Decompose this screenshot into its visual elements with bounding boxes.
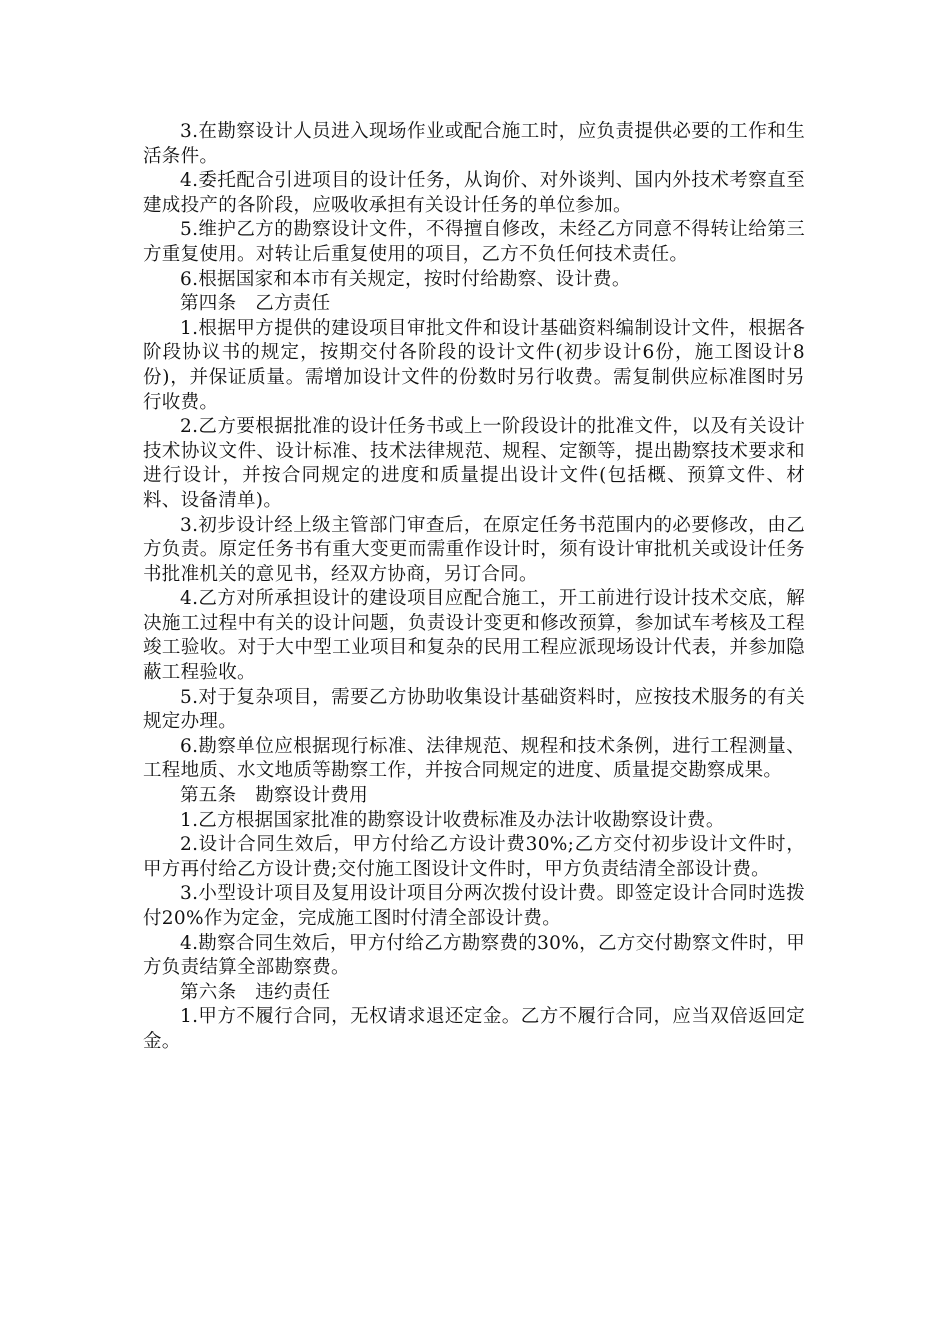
section-heading: 第五条 勘察设计费用 bbox=[180, 785, 369, 807]
paragraph: 2.乙方要根据批准的设计任务书或上一阶段设计的批准文件，以及有关设计技术协议文件、设计标准、技术法律规范、规程、定额等，提出勘察技术要求和进行设计，并按合同规定的进度和质量提出设计文件(包括概、预算文件、材料、设备清单)。 bbox=[143, 416, 805, 511]
paragraph: 1.根据甲方提供的建设项目审批文件和设计基础资料编制设计文件，根据各阶段协议书的规定，按期交付各阶段的设计文件(初步设计6份，施工图设计8份)，并保证质量。需增加设计文件的份数时另行收费。需复制供应标准图时另行收费。 bbox=[143, 317, 805, 413]
paragraph: 4.委托配合引进项目的设计任务，从询价、对外谈判、国内外技术考察直至建成投产的各阶段，应吸收承担有关设计任务的单位参加。 bbox=[143, 170, 805, 216]
paragraph: 6.根据国家和本市有关规定，按时付给勘察、设计费。 bbox=[180, 268, 631, 290]
paragraph: 1.乙方根据国家批准的勘察设计收费标准及办法计收勘察设计费。 bbox=[180, 809, 725, 831]
paragraph: 5.维护乙方的勘察设计文件，不得擅自修改，未经乙方同意不得转让给第三方重复使用。对转让后重复使用的项目，乙方不负任何技术责任。 bbox=[143, 219, 805, 265]
paragraph: 5.对于复杂项目，需要乙方协助收集设计基础资料时，应按技术服务的有关规定办理。 bbox=[143, 686, 805, 733]
paragraph: 3.小型设计项目及复用设计项目分两次拨付设计费。即签定设计合同时选拨付20%作为定金，完成施工图时付清全部设计费。 bbox=[143, 883, 805, 929]
document-body bbox=[143, 120, 805, 1055]
paragraph: 2.设计合同生效后，甲方付给乙方设计费30%;乙方交付初步设计文件时，甲方再付给乙方设计费;交付施工图设计文件时，甲方负责结清全部设计费。 bbox=[143, 834, 805, 880]
section-heading: 第四条 乙方责任 bbox=[180, 293, 331, 315]
paragraph: 4.勘察合同生效后，甲方付给乙方勘察费的30%，乙方交付勘察文件时，甲方负责结算全部勘察费。 bbox=[143, 932, 805, 979]
paragraph: 1.甲方不履行合同，无权请求退还定金。乙方不履行合同，应当双倍返回定金。 bbox=[143, 1006, 805, 1052]
section-heading: 第六条 违约责任 bbox=[180, 981, 331, 1003]
paragraph: 6.勘察单位应根据现行标准、法律规范、规程和技术条例，进行工程测量、工程地质、水文地质等勘察工作，并按合同规定的进度、质量提交勘察成果。 bbox=[143, 735, 805, 782]
paragraph: 3.初步设计经上级主管部门审查后，在原定任务书范围内的必要修改，由乙方负责。原定任务书有重大变更而需重作设计时，须有设计审批机关或设计任务书批准机关的意见书，经双方协商，另订合同。 bbox=[143, 514, 805, 585]
paragraph: 4.乙方对所承担设计的建设项目应配合施工，开工前进行设计技术交底，解决施工过程中有关的设计问题，负责设计变更和修改预算，参加试车考核及工程竣工验收。对于大中型工业项目和复杂的民用工程应派现场设计代表，并参加隐蔽工程验收。 bbox=[143, 588, 805, 684]
paragraph: 3.在勘察设计人员进入现场作业或配合施工时，应负责提供必要的工作和生活条件。 bbox=[143, 121, 805, 167]
